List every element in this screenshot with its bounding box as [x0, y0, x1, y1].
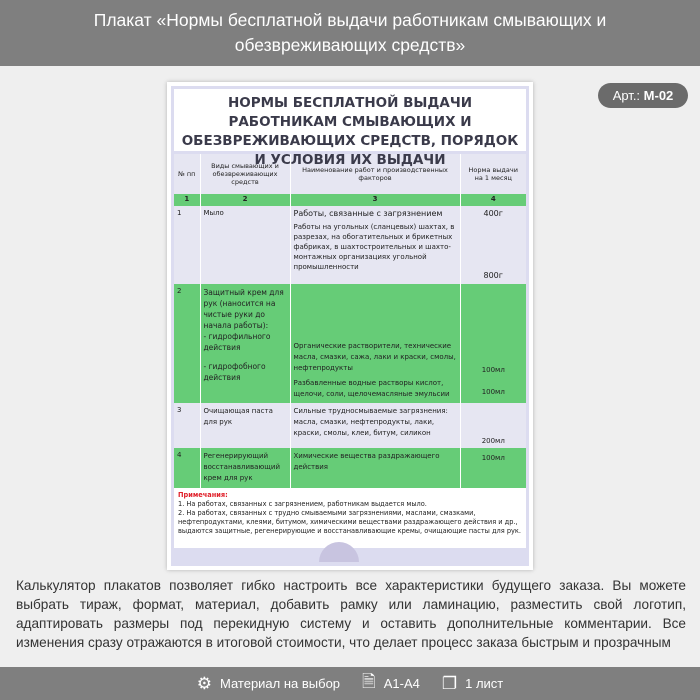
note-item: 2. На работах, связанных с трудно смываемыми загрязнениями, маслами, смазками, нефтепродуктами, клеями, битумом, химическими веществами раздражающего действия и др., выдаются защитные, регенерирующие и восстанавливающие кремы, очищающие пасты для рук.	[178, 509, 521, 535]
row-work: Химические вещества раздражающего действия	[290, 448, 460, 488]
row-norm: 200мл	[460, 403, 526, 448]
article-badge: Арт.: М-02	[598, 83, 688, 108]
poster-image[interactable]	[167, 82, 533, 570]
gear-icon: ⚙	[196, 673, 212, 693]
row-number: 1	[174, 206, 200, 284]
row-item: Мыло	[200, 206, 290, 284]
notes-title: Примечания:	[178, 491, 228, 499]
row-norm: 400г	[483, 209, 503, 218]
row-norm: 100мл	[481, 366, 505, 374]
feature-format: 🗎 А1-А4	[362, 669, 420, 698]
row-work: Работы на угольных (сланцевых) шахтах, в разрезах, на обогатительных и брикетных фабриках, в шахтостроительных и шахто-монтажных организациях угольной промышленности	[293, 223, 455, 271]
column-number-row	[174, 194, 526, 206]
col-number: 1	[174, 194, 200, 206]
page-header	[0, 0, 700, 66]
row-subitem: - гидрофобного действия	[203, 362, 266, 382]
col-number: 4	[460, 194, 526, 206]
row-item: Очищающая паста для рук	[200, 403, 290, 448]
row-norm: 100мл	[481, 388, 505, 396]
document-icon: 🗎	[362, 672, 376, 691]
row-work: Органические растворители, технические масла, смазки, сажа, лаки и краски, смолы, нефтепродукты	[293, 342, 456, 372]
table-row	[174, 403, 526, 448]
page-title: Плакат «Нормы бесплатной выдачи работникам смывающих и обезвреживающих средств»	[93, 10, 607, 55]
col-header: Норма выдачи на 1 месяц	[460, 154, 526, 194]
poster-footer	[174, 548, 526, 562]
col-header: Виды смывающих и обезвреживающих средств	[200, 154, 290, 194]
row-norm: 800г	[483, 271, 503, 280]
note-item: 1. На работах, связанных с загрязнением, работникам выдается мыло.	[178, 500, 427, 508]
row-work-title: Работы, связанные с загрязнением	[293, 209, 443, 218]
col-number: 2	[200, 194, 290, 206]
table-row	[174, 206, 526, 284]
poster-title: НОРМЫ БЕСПЛАТНОЙ ВЫДАЧИ РАБОТНИКАМ СМЫВАЮЩИХ И ОБЕЗВРЕЖИВАЮЩИХ СРЕДСТВ, ПОРЯДОК И УСЛОВИЯ ИХ ВЫДАЧИ	[174, 89, 526, 151]
row-number: 2	[174, 284, 200, 403]
col-header: № пп	[174, 154, 200, 194]
col-number: 3	[290, 194, 460, 206]
feature-sheets: ❐ 1 лист	[441, 673, 504, 693]
copy-icon: ❐	[441, 673, 458, 693]
col-header: Наименование работ и производственных факторов	[290, 154, 460, 194]
norms-table	[174, 154, 526, 488]
poster-notes	[174, 488, 526, 548]
features-bar	[0, 667, 700, 700]
row-norm: 100мл	[460, 448, 526, 488]
row-item: Защитный крем для рук (наносится на чистые руки до начала работы):	[203, 288, 284, 330]
row-work: Сильные трудносмываемые загрязнения: масла, смазки, нефтепродукты, лаки, краски, смолы, клеи, битум, силикон	[290, 403, 460, 448]
article-code: М-02	[643, 88, 674, 103]
row-item: Регенерирующий восстанавливающий крем для рук	[200, 448, 290, 488]
row-work: Разбавленные водные растворы кислот, щелочи, соли, щелочемасляные эмульсии	[293, 379, 450, 398]
table-row	[174, 284, 526, 403]
description-text: Калькулятор плакатов позволяет гибко настроить все характеристики будущего заказа. Вы можете выбрать тираж, формат, материал, добавить рамку или ламинацию, разместить свой логотип, адаптировать размеры под перекидную систему и оставить дополнительные комментарии. Все изменения сразу отражаются в итоговой стоимости, что делает процесс заказа быстрым и прозрачным	[16, 578, 686, 650]
feature-material: ⚙ Материал на выбор	[196, 673, 341, 693]
row-number: 3	[174, 403, 200, 448]
row-subitem: - гидрофильного действия	[203, 332, 271, 352]
row-number: 4	[174, 448, 200, 488]
table-row	[174, 448, 526, 488]
